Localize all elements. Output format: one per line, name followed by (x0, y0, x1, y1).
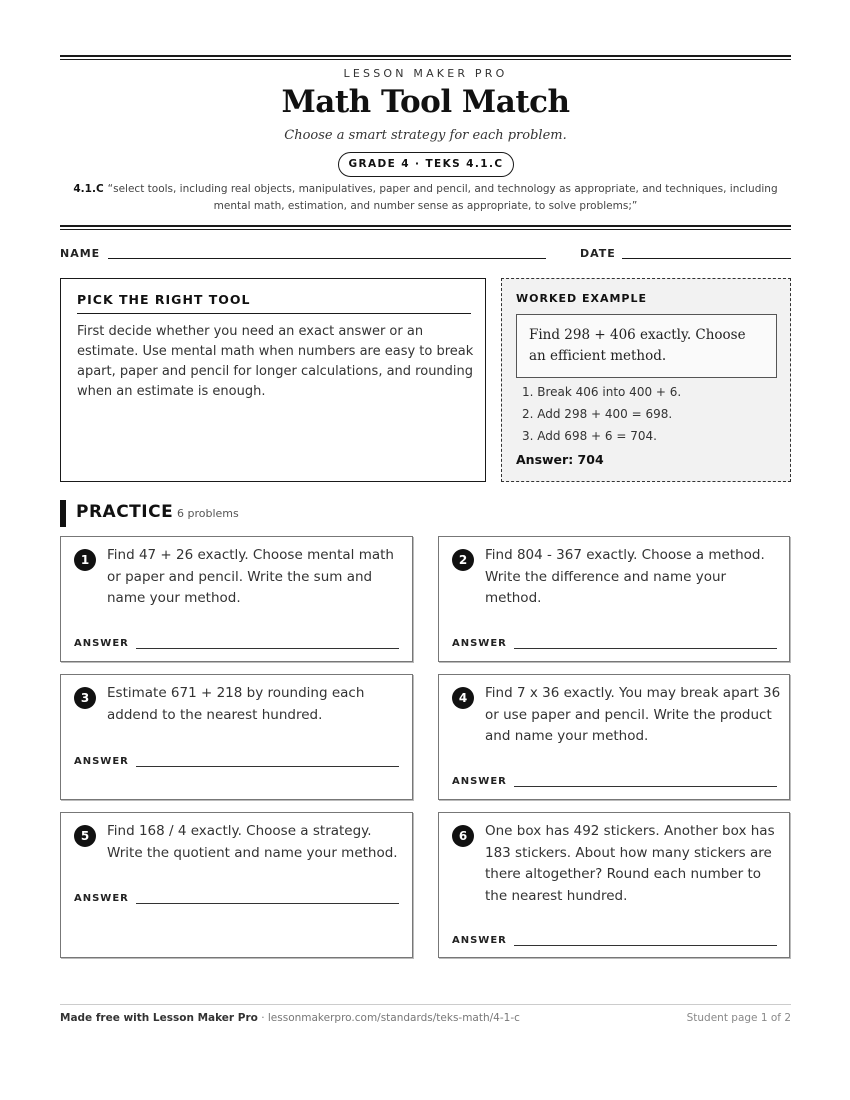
problem-number: 6 (452, 825, 474, 847)
answer-field[interactable] (514, 945, 777, 946)
worked-example-box (501, 278, 791, 482)
problem-card-1 (60, 536, 413, 662)
standard-text: “select tools, including real objects, manipulatives, paper and pencil, and technology as appropriate, and techniques, including mental math, estimation, and number sense as appropriate, to solve problems;” (107, 183, 778, 212)
answer-field[interactable] (136, 766, 399, 767)
header-divider (60, 225, 791, 230)
date-field[interactable] (622, 258, 791, 259)
answer-label: ANSWER (74, 756, 129, 767)
pick-tool-heading: PICK THE RIGHT TOOL (77, 292, 471, 314)
answer-label: ANSWER (74, 638, 129, 649)
worked-example-step: 1. Break 406 into 400 + 6. (522, 385, 682, 399)
problem-text: Find 804 - 367 exactly. Choose a method. Write the difference and name your method. (485, 547, 765, 606)
answer-field[interactable] (136, 903, 399, 904)
footer-made-with: Made free with Lesson Maker Pro (60, 1012, 258, 1024)
footer-url[interactable]: · lessonmakerpro.com/standards/teks-math/4-1-c (257, 1012, 520, 1024)
footer-page-number: Student page 1 of 2 (686, 1012, 791, 1024)
footer-divider (60, 1004, 791, 1005)
problem-number: 1 (74, 549, 96, 571)
problem-number: 3 (74, 687, 96, 709)
practice-title: PRACTICE (76, 502, 174, 522)
answer-field[interactable] (514, 648, 777, 649)
problem-number: 5 (74, 825, 96, 847)
name-label: NAME (60, 247, 101, 260)
problem-card-5 (60, 812, 413, 958)
worked-example-steps (522, 381, 681, 447)
answer-field[interactable] (514, 786, 777, 787)
problem-card-4 (438, 674, 790, 800)
page-subtitle: Choose a smart strategy for each problem. (284, 128, 567, 143)
answer-label: ANSWER (452, 776, 507, 787)
problem-text: Find 168 / 4 exactly. Choose a strategy. Write the quotient and name your method. (107, 823, 398, 861)
worked-example-step: 3. Add 698 + 6 = 704. (522, 429, 657, 443)
pick-tool-text: First decide whether you need an exact answer or an estimate. Use mental math when numbers are easy to break apart, paper and pencil for longer calculations, and rounding when an estimate is enough. (77, 324, 474, 399)
worked-example-step: 2. Add 298 + 400 = 698. (522, 407, 673, 421)
practice-accent-bar (60, 500, 66, 527)
problem-text: Find 7 x 36 exactly. You may break apart 36 or use paper and pencil. Write the product and name your method. (485, 685, 781, 744)
problem-card-6 (438, 812, 790, 958)
problem-text: One box has 492 stickers. Another box has 183 stickers. About how many stickers are there altogether? Round each number to the nearest hundred. (485, 823, 775, 904)
problem-card-3 (60, 674, 413, 800)
practice-count: 6 problems (177, 507, 239, 520)
problem-number: 4 (452, 687, 474, 709)
standard-description (60, 181, 791, 215)
worked-example-answer: Answer: 704 (516, 452, 604, 467)
brand-name: LESSON MAKER PRO (343, 67, 508, 80)
problem-text: Estimate 671 + 218 by rounding each addend to the nearest hundred. (107, 685, 365, 723)
top-divider (60, 55, 791, 60)
problem-text: Find 47 + 26 exactly. Choose mental math or paper and pencil. Write the sum and name your method. (107, 547, 394, 606)
pick-tool-box (60, 278, 486, 482)
worksheet-page (60, 0, 791, 1100)
standard-code: 4.1.C (73, 183, 104, 195)
answer-label: ANSWER (74, 893, 129, 904)
worked-example-problem: Find 298 + 406 exactly. Choose an efficient method. (516, 314, 777, 378)
date-label: DATE (580, 247, 616, 260)
name-field[interactable] (108, 258, 546, 259)
worked-example-heading: WORKED EXAMPLE (516, 292, 647, 305)
footer-credit (60, 1012, 520, 1024)
page-title: Math Tool Match (281, 84, 570, 120)
answer-label: ANSWER (452, 638, 507, 649)
answer-label: ANSWER (452, 935, 507, 946)
answer-field[interactable] (136, 648, 399, 649)
grade-badge: GRADE 4 · TEKS 4.1.C (338, 152, 514, 177)
problem-number: 2 (452, 549, 474, 571)
problem-card-2 (438, 536, 790, 662)
